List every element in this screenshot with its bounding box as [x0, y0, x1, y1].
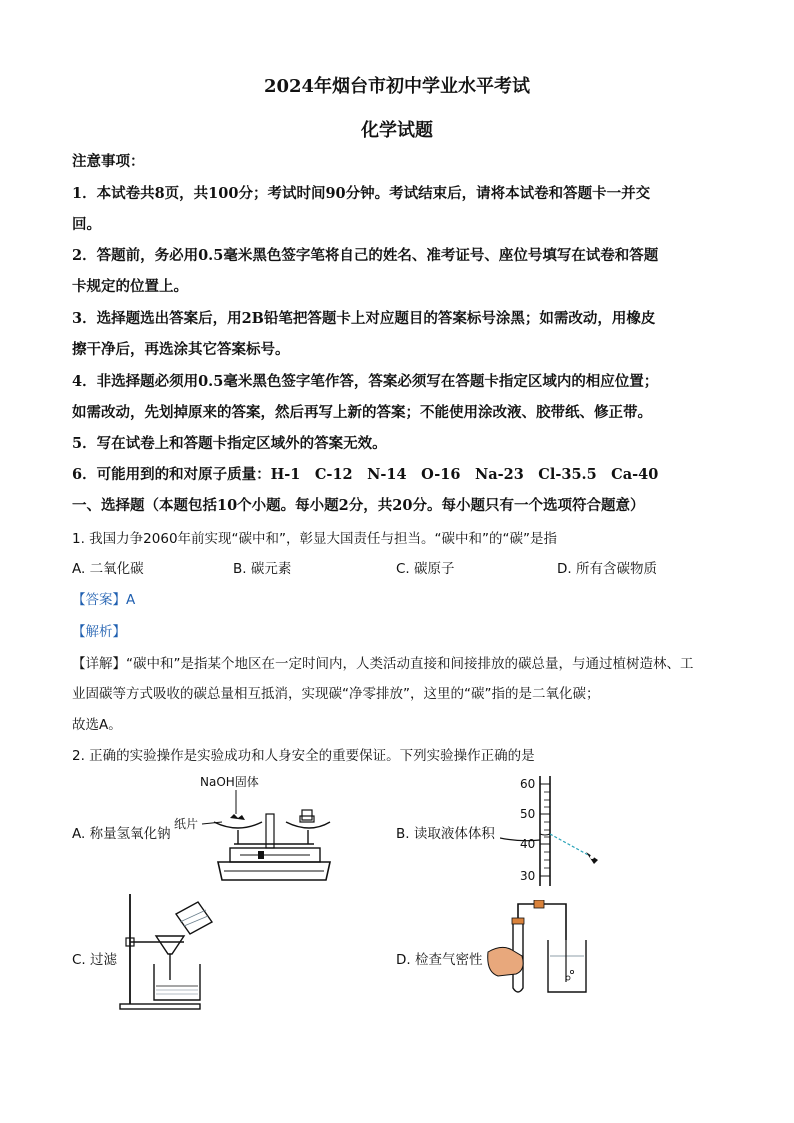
section-heading: 一、选择题（本题包括10个小题。每小题2分，共20分。每小题只有一个选项符合题意） [72, 497, 645, 514]
note-line: 如需改动，先划掉原来的答案，然后再写上新的答案；不能使用涂改液、胶带纸、修正带。 [72, 404, 652, 421]
note-line: 3．选择题选出答案后，用2B铅笔把答题卡上对应题目的答案标号涂黑；如需改动，用橡皮 [72, 310, 656, 327]
note-line: 2．答题前，务必用0.5毫米黑色签字笔将自己的姓名、准考证号、座位号填写在试卷和答题 [72, 247, 659, 264]
q1-answer: 【答案】A [72, 592, 136, 608]
note-line: 6．可能用到的和对原子质量：H-1 C-12 N-14 O-16 Na-23 Cl-35.5 Ca-40 [72, 466, 659, 483]
note-line: 回。 [72, 216, 101, 233]
q1-detail: 业固碳等方式吸收的碳总量相互抵消，实现碳“净零排放”，这里的“碳”指的是二氧化碳； [72, 686, 600, 702]
q1-detail: 【详解】“碳中和”是指某个地区在一定时间内，人类活动直接和间接排放的碳总量，与通过植树造林、工 [72, 656, 694, 672]
exam-subtitle: 化学试题 [361, 120, 433, 141]
q1-option-a: A. 二氧化碳 [72, 561, 144, 577]
question-1-stem: 1. 我国力争2060年前实现“碳中和”，彰显大国责任与担当。“碳中和”的“碳”是指 [72, 531, 557, 547]
q2-option-c: C. 过滤 [72, 952, 118, 968]
exam-title: 2024年烟台市初中学业水平考试 [263, 76, 531, 97]
q1-option-b: B. 碳元素 [233, 561, 292, 577]
naoh-label: NaOH固体 [200, 775, 259, 789]
note-line: 擦干净后，再选涂其它答案标号。 [72, 341, 290, 358]
filtration-figure [110, 892, 220, 1012]
q1-option-c: C. 碳原子 [396, 561, 455, 577]
q1-option-d: D. 所有含碳物质 [557, 561, 657, 577]
notes-heading: 注意事项： [72, 153, 145, 170]
tick-50: 50 [520, 807, 536, 821]
q1-conclusion: 故选A。 [72, 717, 122, 733]
paper-label: 纸片 [174, 817, 199, 831]
q2-option-a: A. 称量氢氧化钠 [72, 826, 171, 842]
tick-60: 60 [520, 777, 536, 791]
tick-30: 30 [520, 869, 536, 883]
q2-option-b: B. 读取液体体积 [396, 826, 495, 842]
question-2-stem: 2. 正确的实验操作是实验成功和人身安全的重要保证。下列实验操作正确的是 [72, 748, 535, 764]
tick-40: 40 [520, 837, 536, 851]
q2-option-d: D. 检查气密性 [396, 952, 483, 968]
note-line: 5．写在试卷上和答题卡指定区域外的答案无效。 [72, 435, 387, 452]
airtightness-figure [482, 900, 612, 1010]
note-line: 4．非选择题必须用0.5毫米黑色签字笔作答，答案必须写在答题卡指定区域内的相应位置； [72, 373, 659, 390]
note-line: 1．本试卷共8页，共100分；考试时间90分钟。考试结束后，请将本试卷和答题卡一并交 [72, 185, 651, 202]
note-line: 卡规定的位置上。 [72, 278, 188, 295]
balance-figure [174, 772, 334, 888]
cylinder-figure [500, 772, 610, 888]
q1-analysis-label: 【解析】 [72, 624, 126, 640]
